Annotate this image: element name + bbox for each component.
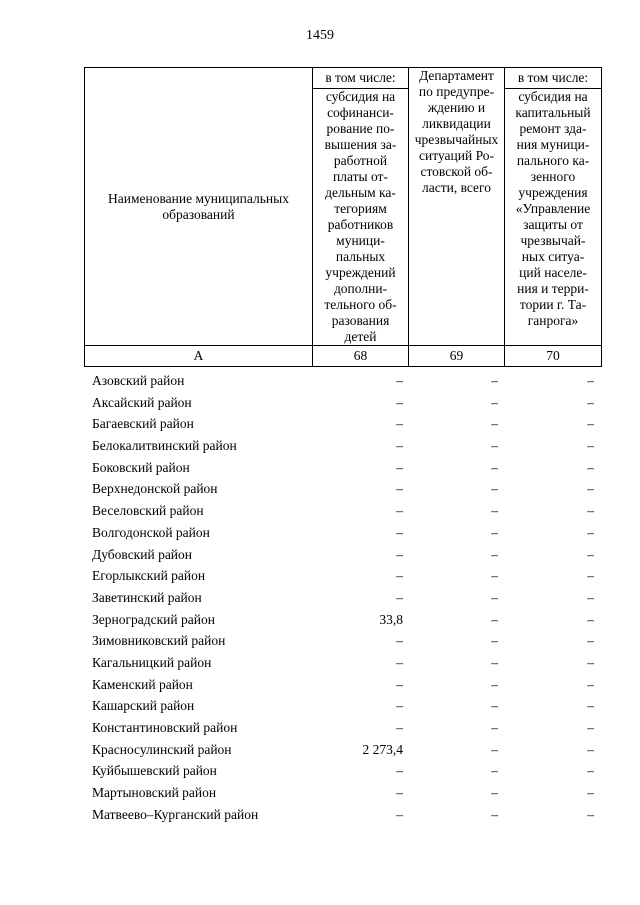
table-row: [84, 565, 599, 587]
table-row: [84, 392, 599, 414]
value-col68: –: [396, 763, 403, 779]
value-col69: –: [491, 481, 498, 497]
table-row: [84, 522, 599, 544]
value-col68: –: [396, 546, 403, 562]
table-row: [84, 370, 599, 392]
col69-header: Департамент по предупре- ждению и ликвидации чрезвычайных ситуаций Ро- стовской об- ласти, всего: [409, 68, 505, 346]
value-col69: –: [491, 611, 498, 627]
value-col68: –: [396, 589, 403, 605]
value-col69: –: [491, 763, 498, 779]
value-col68: –: [396, 438, 403, 454]
value-col70: –: [587, 394, 594, 410]
value-col69: –: [491, 373, 498, 388]
value-col69: –: [491, 654, 498, 670]
value-col69: –: [491, 741, 498, 757]
municipality-name-header-text: Наименование муниципальных образований: [108, 190, 289, 222]
value-col68: –: [396, 676, 403, 692]
value-col69: –: [491, 394, 498, 410]
municipality-name: Багаевский район: [92, 416, 194, 432]
value-col68: –: [396, 394, 403, 410]
table-row: [84, 478, 599, 500]
municipality-name: Каменский район: [92, 676, 193, 692]
table-row: [84, 457, 599, 479]
municipality-name: Егорлыкский район: [92, 568, 206, 584]
value-col68: –: [396, 633, 403, 649]
value-col70: –: [587, 763, 594, 779]
value-col70: –: [587, 698, 594, 714]
municipality-name: Дубовский район: [92, 546, 193, 562]
table-row: [84, 674, 599, 696]
table-row: [84, 609, 599, 631]
table-row: [84, 760, 599, 782]
value-col69: –: [491, 568, 498, 584]
municipality-name: Верхнедонской район: [92, 481, 218, 497]
value-col70: –: [587, 720, 594, 735]
table-row: [84, 630, 599, 652]
value-col70: –: [587, 481, 594, 497]
municipality-name: Красносулинский район: [92, 741, 232, 757]
value-col70: –: [587, 806, 594, 822]
col70-including-label: в том числе:: [505, 68, 602, 89]
municipality-name: Матвеево–Курганский район: [92, 806, 259, 822]
value-col69: –: [491, 459, 498, 475]
table-row: [84, 695, 599, 717]
value-col68: 2 273,4: [362, 741, 403, 757]
value-col69: –: [491, 438, 498, 454]
value-col70: –: [587, 589, 594, 605]
table-row: [84, 717, 599, 739]
municipality-name: Веселовский район: [92, 503, 204, 519]
value-col68: –: [396, 459, 403, 475]
table-row: [84, 500, 599, 522]
value-col70: –: [587, 654, 594, 670]
municipality-name: Куйбышевский район: [92, 763, 217, 779]
table-body: [84, 370, 599, 825]
value-col68: –: [396, 503, 403, 519]
value-col69: –: [491, 503, 498, 519]
value-col70: –: [587, 524, 594, 540]
municipality-name: Константиновский район: [92, 720, 238, 735]
table-row: [84, 652, 599, 674]
municipality-name-header: [85, 68, 313, 346]
municipality-name: Белокалитвинский район: [92, 438, 237, 454]
column-number-a: А: [85, 346, 313, 367]
municipality-name: Волгодонской район: [92, 524, 210, 540]
value-col68: 33,8: [379, 611, 403, 627]
value-col70: –: [587, 741, 594, 757]
value-col69: –: [491, 633, 498, 649]
column-number-68: 68: [313, 346, 409, 367]
page-number: 1459: [306, 28, 334, 43]
value-col70: –: [587, 503, 594, 519]
table-row: [84, 413, 599, 435]
column-number-69: 69: [409, 346, 505, 367]
municipality-name: Аксайский район: [92, 394, 192, 410]
value-col68: –: [396, 806, 403, 822]
table-row: [84, 435, 599, 457]
value-col69: –: [491, 806, 498, 822]
value-col69: –: [491, 416, 498, 432]
value-col69: –: [491, 524, 498, 540]
municipality-name: Кашарский район: [92, 698, 195, 714]
col70-header: субсидия на капитальный ремонт зда- ния муници- пального ка- зенного учреждения «Управление защиты от чрезвычай- ных ситуа- ций населе- ния и терри- тории г. Та- ганрога»: [505, 89, 602, 346]
municipality-name: Кагальницкий район: [92, 654, 212, 670]
table-row: [84, 804, 599, 826]
value-col68: –: [396, 785, 403, 801]
value-col69: –: [491, 589, 498, 605]
municipality-name: Зимовниковский район: [92, 633, 226, 649]
value-col69: –: [491, 720, 498, 735]
value-col70: –: [587, 633, 594, 649]
value-col69: –: [491, 698, 498, 714]
value-col70: –: [587, 416, 594, 432]
table-header: [84, 67, 602, 367]
table-row: [84, 544, 599, 566]
value-col68: –: [396, 568, 403, 584]
value-col69: –: [491, 785, 498, 801]
municipality-name: Боковский район: [92, 459, 190, 475]
column-number-70: 70: [505, 346, 602, 367]
value-col68: –: [396, 698, 403, 714]
value-col68: –: [396, 654, 403, 670]
value-col70: –: [587, 785, 594, 801]
municipality-name: Зерноградский район: [92, 611, 215, 627]
col68-header: субсидия на софинанси- рование по- вышения за- работной платы от- дельным ка- тегориям работников муници- пальных учреждений дополни- тельного об- разования детей: [313, 89, 409, 346]
col68-including-label: в том числе:: [313, 68, 409, 89]
value-col70: –: [587, 676, 594, 692]
value-col70: –: [587, 568, 594, 584]
municipality-name: Заветинский район: [92, 589, 202, 605]
table-row: [84, 587, 599, 609]
value-col68: –: [396, 373, 403, 388]
value-col69: –: [491, 546, 498, 562]
value-col68: –: [396, 720, 403, 735]
value-col70: –: [587, 438, 594, 454]
table-row: [84, 739, 599, 761]
value-col68: –: [396, 416, 403, 432]
value-col68: –: [396, 481, 403, 497]
value-col70: –: [587, 459, 594, 475]
value-col69: –: [491, 676, 498, 692]
value-col70: –: [587, 373, 594, 388]
table-row: [84, 782, 599, 804]
value-col70: –: [587, 546, 594, 562]
municipality-name: Азовский район: [92, 373, 185, 388]
value-col70: –: [587, 611, 594, 627]
value-col68: –: [396, 524, 403, 540]
municipality-name: Мартыновский район: [92, 785, 217, 801]
